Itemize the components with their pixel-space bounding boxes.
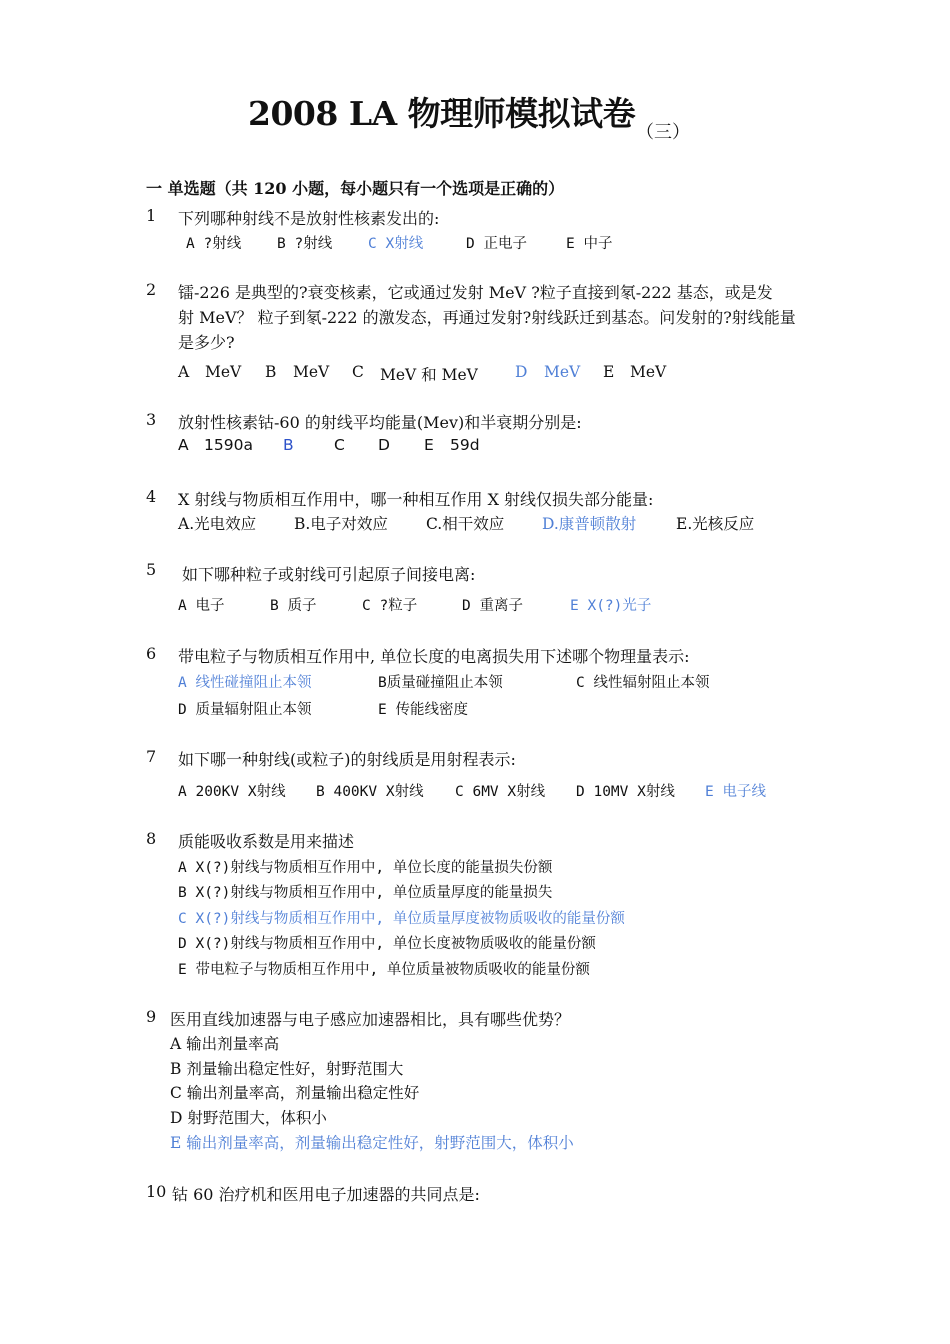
- option-e-answer: E 电子线: [705, 784, 766, 800]
- option-d-value-answer: MeV: [544, 363, 581, 381]
- option-d-letter-answer: D: [515, 363, 528, 381]
- question-text-line: 镭-226 是典型的?衰变核素，它或通过发射 MeV ?粒子直接到氡-222 基态，或是发: [178, 283, 773, 302]
- option-e: E 带电粒子与物质相互作用中, 单位质量被物质吸收的能量份额: [178, 962, 590, 978]
- option-c-answer: C X射线: [368, 236, 424, 252]
- question-text: 钴 60 治疗机和医用电子加速器的共同点是:: [172, 1185, 480, 1204]
- option-e-answer: E 输出剂量率高，剂量输出稳定性好，射野范围大，体积小: [170, 1134, 574, 1152]
- option-b: B 质子: [270, 598, 317, 614]
- question-text: X 射线与物质相互作用中，哪一种相互作用 X 射线仅损失部分能量:: [178, 490, 654, 509]
- option-c-value: MeV 和 MeV: [380, 366, 478, 384]
- question-number: 6: [146, 644, 157, 663]
- option-e-answer: E X(?)光子: [570, 598, 652, 614]
- question-number: 2: [146, 280, 157, 299]
- option-a-letter: A: [178, 363, 190, 381]
- option-b: B 400KV X射线: [316, 784, 424, 800]
- question-number: 3: [146, 410, 157, 429]
- option-a: A ?射线: [186, 236, 242, 252]
- option-c: C.相干效应: [426, 515, 505, 533]
- option-d-answer: D.康普顿散射: [542, 515, 637, 533]
- question-text: 如下哪一种射线(或粒子)的射线质是用射程表示:: [178, 750, 516, 769]
- option-a: A X(?)射线与物质相互作用中, 单位长度的能量损失份额: [178, 860, 553, 876]
- option-d: D 射野范围大，体积小: [170, 1109, 327, 1127]
- page-title: 2008 LA 物理师模拟试卷: [248, 94, 636, 133]
- option-e-value: 59d: [450, 436, 480, 454]
- option-c: C 6MV X射线: [455, 784, 546, 800]
- question-text: 医用直线加速器与电子感应加速器相比，具有哪些优势？: [170, 1010, 571, 1029]
- question-text: 下列哪种射线不是放射性核素发出的:: [178, 209, 440, 228]
- question-number: 5: [146, 560, 157, 579]
- option-e: E 传能线密度: [378, 702, 468, 718]
- option-a: A 200KV X射线: [178, 784, 286, 800]
- option-a-value: 1590a: [204, 436, 253, 454]
- option-d-letter: D: [378, 436, 390, 454]
- question-text: 质能吸收系数是用来描述: [178, 832, 355, 851]
- option-a-letter: A: [178, 436, 189, 454]
- question-number: 1: [146, 206, 157, 225]
- option-b: B质量碰撞阻止本领: [378, 675, 503, 691]
- question-number: 9: [146, 1007, 157, 1026]
- option-c: C 线性辐射阻止本领: [576, 675, 710, 691]
- option-e: E 中子: [566, 236, 613, 252]
- option-b: B 剂量输出稳定性好，射野范围大: [170, 1060, 404, 1078]
- option-b: B X(?)射线与物质相互作用中, 单位质量厚度的能量损失: [178, 885, 553, 901]
- question-text: 如下哪种粒子或射线可引起原子间接电离:: [182, 565, 476, 584]
- option-c: C ?粒子: [362, 598, 418, 614]
- option-a: A.光电效应: [178, 515, 257, 533]
- question-text: 放射性核素钴-60 的射线平均能量(Mev)和半衰期分别是:: [178, 413, 582, 432]
- option-a: A 输出剂量率高: [170, 1035, 280, 1053]
- question-number: 10: [146, 1182, 167, 1201]
- option-d: D 正电子: [466, 236, 527, 252]
- question-text-line: 是多少?: [178, 333, 235, 352]
- section-heading: 一 单选题（共 120 小题，每小题只有一个选项是正确的）: [146, 179, 565, 198]
- option-e: E.光核反应: [676, 515, 755, 533]
- question-text: 带电粒子与物质相互作用中, 单位长度的电离损失用下述哪个物理量表示:: [178, 647, 690, 666]
- option-c: C 输出剂量率高，剂量输出稳定性好: [170, 1084, 420, 1102]
- option-d: D 质量辐射阻止本领: [178, 702, 312, 718]
- option-a-answer: A 线性碰撞阻止本领: [178, 675, 312, 691]
- option-a-value: MeV: [205, 363, 242, 381]
- option-c-letter: C: [334, 436, 345, 454]
- option-b: B.电子对效应: [294, 515, 388, 533]
- option-e-letter: E: [424, 436, 434, 454]
- option-e-value: MeV: [630, 363, 667, 381]
- question-text-line: 射 MeV？ 粒子到氡-222 的激发态，再通过发射?射线跃迁到基态。问发射的?射线能量: [178, 308, 796, 327]
- option-b-letter: B: [265, 363, 277, 381]
- question-number: 4: [146, 487, 157, 506]
- question-number: 7: [146, 747, 157, 766]
- page-subtitle: （三）: [636, 122, 690, 143]
- option-c-answer: C X(?)射线与物质相互作用中, 单位质量厚度被物质吸收的能量份额: [178, 911, 625, 927]
- option-d: D 10MV X射线: [576, 784, 675, 800]
- question-number: 8: [146, 829, 157, 848]
- option-b-value: MeV: [293, 363, 330, 381]
- option-d: D X(?)射线与物质相互作用中, 单位长度被物质吸收的能量份额: [178, 936, 596, 952]
- option-e-letter: E: [603, 363, 615, 381]
- option-a: A 电子: [178, 598, 225, 614]
- option-d: D 重离子: [462, 598, 523, 614]
- option-b-letter-answer: B: [283, 436, 294, 454]
- option-b: B ?射线: [277, 236, 333, 252]
- option-c-letter: C: [352, 363, 364, 381]
